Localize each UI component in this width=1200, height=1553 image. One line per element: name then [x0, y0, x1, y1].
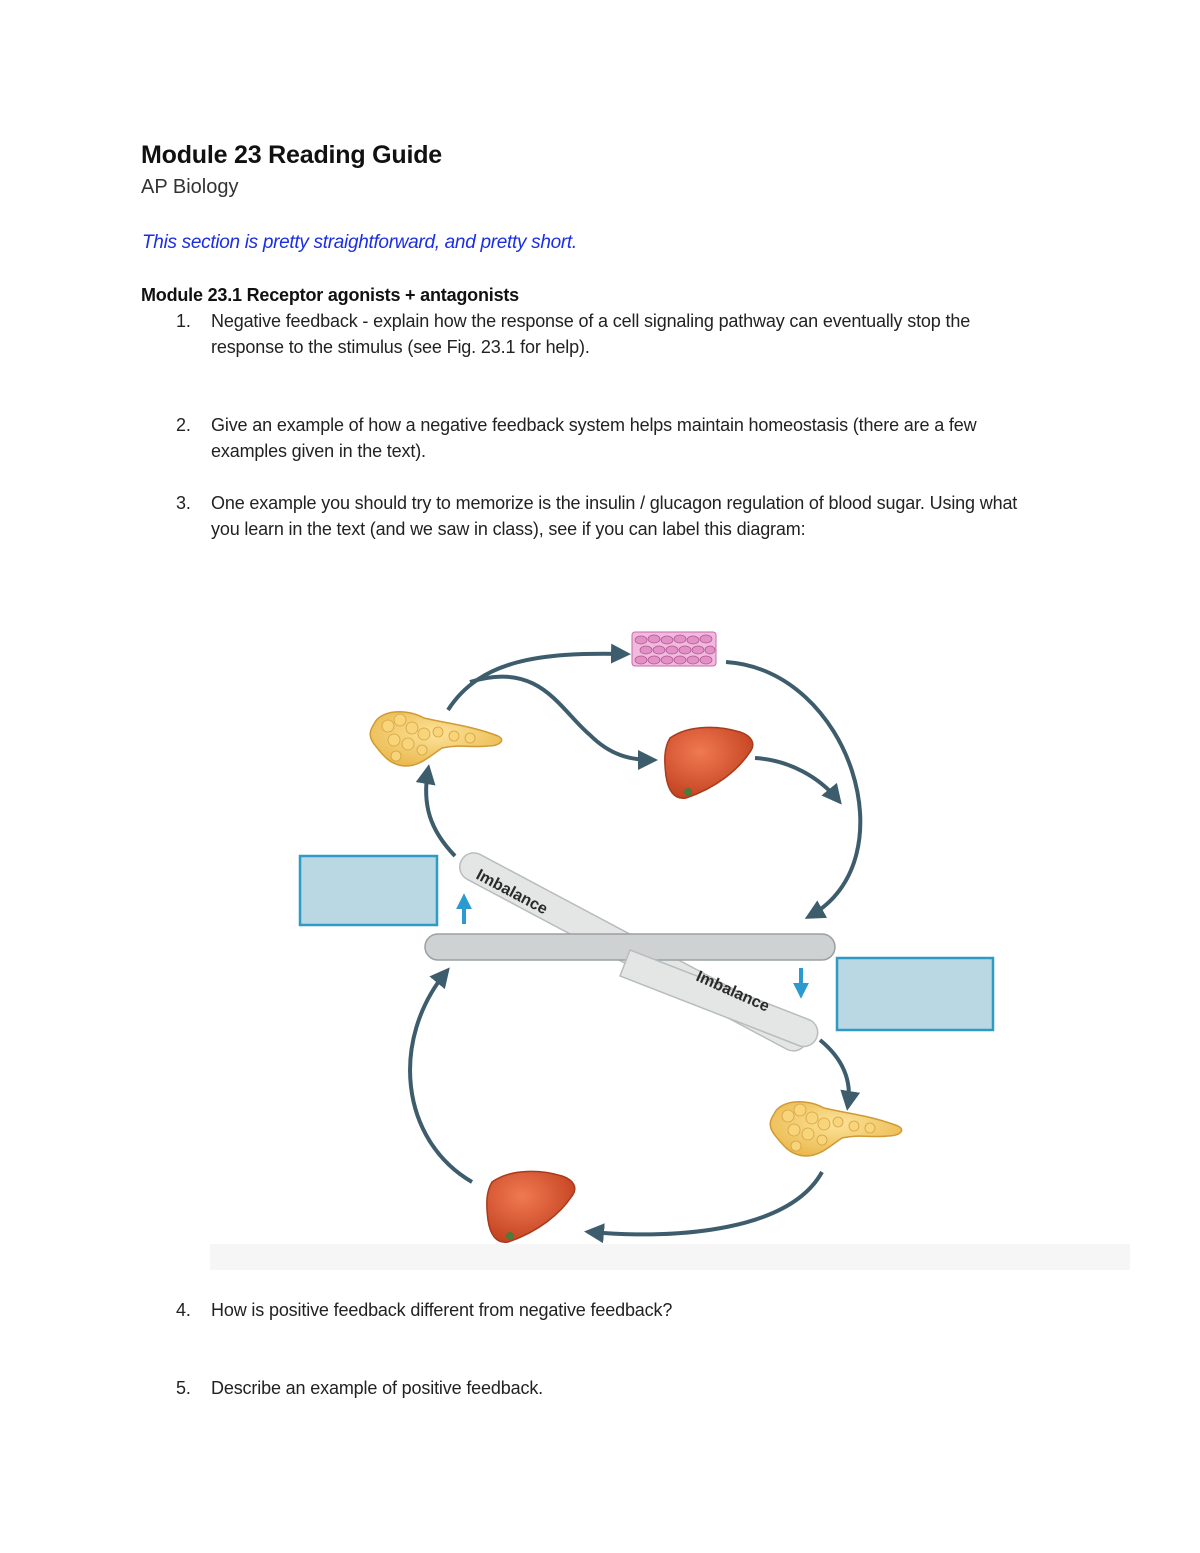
imbalance-label-upper: Imbalance [473, 866, 551, 919]
question-text: Negative feedback - explain how the response of a cell signaling pathway can eventually stop the response to the stimulus (see Fig. 23.1 for help). [211, 311, 971, 357]
question-text: One example you should try to memorize is the insulin / glucagon regulation of blood sugar. Using what you learn in the text (and we saw in class), see if you can label this diagram: [211, 493, 1018, 539]
page-title: Module 23 Reading Guide [141, 141, 442, 169]
imbalance-label-lower: Imbalance [693, 968, 772, 1016]
question-number: 5. [176, 1378, 191, 1398]
question-number: 2. [176, 415, 191, 435]
arrow-imbalance-to-pancreas [426, 770, 455, 856]
section-heading: Module 23.1 Receptor agonists + antagonists [141, 285, 519, 305]
figure-bottom-band [210, 1244, 1130, 1270]
question-number: 3. [176, 493, 191, 513]
pancreas-icon [770, 1102, 901, 1156]
question-number: 1. [176, 311, 191, 331]
label-box-right[interactable] [837, 958, 993, 1030]
course-subtitle: AP Biology [141, 176, 239, 198]
label-box-left[interactable] [300, 856, 437, 925]
arrow-liver-up-left [410, 972, 472, 1182]
question-text: How is positive feedback different from negative feedback? [211, 1300, 673, 1320]
liver-icon [487, 1171, 575, 1242]
arrow-imbalance-to-pancreas-lower [820, 1040, 849, 1105]
arrow-pancreas-to-liver-lower [590, 1172, 822, 1234]
pancreas-icon [370, 712, 501, 766]
arrow-cells-down-right [726, 662, 860, 916]
tissue-cells-icon [632, 632, 716, 666]
imbalance-bar-lower [620, 950, 818, 1046]
intro-note: This section is pretty straightforward, and pretty short. [142, 232, 577, 253]
question-text: Describe an example of positive feedback. [211, 1378, 544, 1398]
arrow-liver-to-right [755, 758, 838, 800]
blood-sugar-feedback-diagram [210, 620, 1130, 1270]
question-number: 4. [176, 1300, 191, 1320]
liver-icon [665, 727, 753, 798]
question-text: Give an example of how a negative feedback system helps maintain homeostasis (there are a few examples given in the text). [211, 415, 977, 461]
arrow-pancreas-to-liver [470, 677, 652, 760]
